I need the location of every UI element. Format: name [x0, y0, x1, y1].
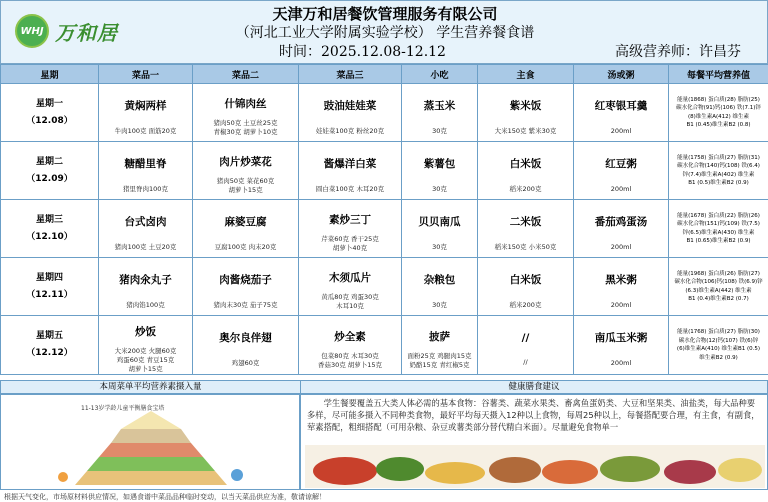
- col-header: 每餐平均营养值: [669, 65, 768, 84]
- dish-cell: [99, 316, 193, 375]
- dish-cell: [574, 142, 669, 200]
- dish-ingredients: 木耳10克: [336, 302, 364, 310]
- weekday-label: 星期五: [35, 331, 63, 341]
- weekday-label: 星期三: [35, 214, 63, 225]
- dish-name: 台式卤肉: [124, 215, 167, 228]
- nutrition-line: 碳水化合物(106)钙(108) 铁(6.9)锌: [674, 279, 763, 285]
- corn-icon: [718, 458, 762, 482]
- dish-cell: [478, 258, 574, 316]
- dish-name: 炒全素: [334, 330, 366, 343]
- nutrition-cell: [669, 200, 768, 258]
- day-cell: [1, 316, 99, 375]
- dish-name: 白米饭: [509, 273, 542, 286]
- diet-advice-panel: [300, 394, 768, 490]
- nutrition-cell: [669, 258, 768, 316]
- dish-ingredients: 黄瓜80克 鸡蛋30克: [321, 293, 379, 301]
- date-range: 时间：2025.12.08-12.12: [279, 44, 446, 60]
- nutrition-line: 维生素B2 (0.9): [699, 354, 738, 361]
- nutrition-line: B1 (0.5)维生素B2 (0.9): [688, 180, 749, 186]
- dish-name: 木须瓜片: [329, 272, 371, 284]
- dish-cell: [574, 258, 669, 316]
- dish-name: 南瓜玉米粥: [594, 332, 648, 344]
- nut-icon: [489, 457, 541, 483]
- table-row: [1, 200, 768, 258]
- day-cell: [1, 258, 99, 316]
- dish-ingredients: 包菜80克 木耳30克: [321, 351, 379, 360]
- dish-ingredients: 猪肉50克 土豆丝25克: [213, 119, 278, 127]
- dish-ingredients: 牛肉100克 面筋20克: [114, 126, 177, 135]
- nutrition-line: B1 (0.45)维生素B2 (0.8): [686, 122, 751, 128]
- dish-ingredients: 200ml: [610, 242, 632, 251]
- dish-cell: [99, 258, 193, 316]
- dish-ingredients: 猪肉100克 土豆20克: [114, 242, 177, 251]
- dish-cell: [299, 84, 402, 142]
- nutrition-line: 锌(7.4)维生素A(402) 维生素: [682, 171, 755, 178]
- table-row: [1, 142, 768, 200]
- nutrition-line: B1 (0.4)维生素B2 (0.7): [688, 296, 749, 302]
- dish-ingredients: 胡萝卜15克: [128, 365, 163, 373]
- dish-cell: [478, 316, 574, 375]
- table-row: [1, 258, 768, 316]
- dish-name: 番茄鸡蛋汤: [594, 215, 648, 228]
- date-label: （12.11）: [26, 289, 73, 300]
- nutrition-cell: [669, 142, 768, 200]
- nutrition-line: 能量(1758) 蛋白质(27) 脂肪(31): [677, 154, 760, 161]
- pyramid-tier-oil: [121, 411, 181, 429]
- dish-ingredients: 200ml: [610, 300, 632, 309]
- dish-name: 紫薯包: [423, 157, 456, 170]
- dish-name: 杂粮包: [423, 273, 456, 286]
- dish-name: 素炒三丁: [329, 214, 371, 226]
- dish-name: 肉片炒菜花: [219, 156, 272, 168]
- dish-cell: [99, 200, 193, 258]
- nutrition-line: B1 (0.65)维生素B2 (0.9): [686, 238, 751, 244]
- nutrition-line: 碳水化合物(12)钙(107) 铁(6)锌: [678, 337, 759, 344]
- date-label: （12.09）: [26, 173, 73, 184]
- logo-text: 万和居: [55, 20, 118, 45]
- col-header: 主食: [478, 65, 574, 84]
- logo-mark: WHJ: [15, 14, 49, 48]
- nutrition-line: 能量(1968) 蛋白质(26) 脂肪(27): [677, 270, 760, 277]
- dish-ingredients: 大米200克 火腿60克: [114, 347, 177, 355]
- dish-ingredients: 青椒30克 胡萝卜10克: [213, 128, 278, 136]
- dish-name: 二米饭: [509, 215, 542, 228]
- dish-ingredients: 香菇30克 胡萝卜15克: [317, 360, 383, 369]
- col-header: 星期: [1, 65, 99, 84]
- page-header: [0, 0, 768, 64]
- dish-name: 蒸玉米: [423, 99, 456, 112]
- dish-ingredients: 30克: [432, 126, 447, 135]
- herb-icon: [600, 456, 660, 482]
- col-header: 菜品三: [299, 65, 402, 84]
- company-name: 天津万和居餐饮管理服务有限公司: [272, 5, 498, 23]
- nutritionist-label: 高级营养师：许昌芬: [615, 44, 741, 60]
- dish-cell: [99, 142, 193, 200]
- dish-name: 黄焖两样: [124, 99, 167, 112]
- dish-ingredients: 芹菜60克 香干25克: [321, 235, 379, 243]
- diet-advice-text: 学生餐要覆盖五大类人体必需的基本食物：谷薯类、蔬菜水果类、畜禽鱼蛋奶类、大豆和坚果类、油盐类，每大品种要多样，尽可能多摄入不同种类食物，最好平均每天摄入12种以上食物，每周25种以上，每餐搭配要合理，有主食，有副食，荤素搭配，粗细搭配（可用杂粮、杂豆或薯类部分替代精白米面）。尽量避免食物单一: [307, 398, 760, 432]
- dish-ingredients: 30克: [432, 184, 447, 193]
- nutrition-line: 能量(1868) 蛋白质(28) 脂肪(25): [677, 96, 760, 103]
- dish-ingredients: 200ml: [610, 126, 632, 135]
- dish-name: 炒饭: [135, 326, 156, 338]
- dish-cell: [99, 84, 193, 142]
- dish-cell: [402, 200, 478, 258]
- weekday-label: 星期二: [35, 156, 63, 167]
- pyramid-tier-vegetable: [87, 457, 215, 471]
- col-header: 汤或粥: [574, 65, 669, 84]
- dish-name: //: [521, 331, 530, 344]
- dish-ingredients: 30克: [432, 300, 447, 309]
- nutrition-cell: [669, 84, 768, 142]
- pyramid-tier-grain: [75, 471, 227, 485]
- dish-ingredients: 稻米200克: [509, 184, 542, 193]
- dish-cell: [478, 200, 574, 258]
- table-header-row: [1, 65, 768, 84]
- dish-name: 猪肉氽丸子: [119, 273, 172, 286]
- nutrition-line: 能量(1678) 蛋白质(22) 脂肪(26): [677, 212, 760, 219]
- footer-title-bar: [0, 380, 768, 394]
- dish-ingredients: 奶酪15克 青红椒5克: [409, 360, 470, 369]
- dish-ingredients: 鸡蛋60克 青豆15克: [116, 356, 175, 364]
- nutrition-line: 碳水化合物(140)钙(108) 铁(6.4): [677, 163, 760, 169]
- day-cell: [1, 142, 99, 200]
- dish-ingredients: 鸡翅60克: [231, 359, 260, 367]
- nutrition-line: (6.3)维生素A(442) 维生素: [685, 287, 752, 294]
- weekday-label: 星期四: [35, 272, 63, 283]
- dish-cell: [193, 258, 299, 316]
- col-header: 菜品二: [193, 65, 299, 84]
- food-image: [305, 445, 765, 488]
- dish-ingredients: 猪里脊肉100克: [123, 184, 168, 193]
- dish-ingredients: 稻米150克 小米50克: [494, 242, 557, 251]
- pyramid-tier-dairy: [111, 429, 191, 443]
- dish-name: 麻婆豆腐: [224, 215, 267, 228]
- dish-ingredients: 30克: [432, 242, 447, 251]
- dish-ingredients: 200ml: [610, 359, 632, 367]
- nutrition-line: 碳水化合物(91)钙(106) 铁(7.1)锌: [676, 105, 761, 111]
- vegetable-icon: [376, 457, 424, 481]
- nutrition-line: 锌(6.5)维生素A(430) 维生素: [682, 229, 755, 236]
- dish-ingredients: 200ml: [610, 184, 632, 193]
- dish-name: 披萨: [429, 330, 450, 343]
- table-row: [1, 84, 768, 142]
- berry-icon: [664, 460, 716, 484]
- day-cell: [1, 84, 99, 142]
- dish-name: 肉酱烧茄子: [219, 273, 272, 286]
- dish-cell: [193, 316, 299, 375]
- pyramid-title: 11-13岁学龄儿童平衡膳食宝塔: [81, 405, 165, 412]
- dish-cell: [299, 200, 402, 258]
- nutrition-line: 碳水化合物(151)钙(109) 铁(7.5): [677, 221, 760, 227]
- dish-cell: [574, 84, 669, 142]
- dish-name: 红豆粥: [605, 157, 637, 170]
- dish-ingredients: 胡萝卜15克: [228, 186, 263, 194]
- dish-cell: [478, 84, 574, 142]
- dish-ingredients: 豆腐100克 肉末20克: [214, 242, 277, 251]
- dish-cell: [299, 258, 402, 316]
- date-label: （12.10）: [26, 231, 73, 242]
- nutrition-line: (6)维生素A(410) 维生素B1 (0.5): [676, 346, 761, 352]
- footer-note: 根据天气变化，市场原材料供应情况，如遇食谱中菜品品种临时变动，以当天菜品供应为准，敬请谅解！: [4, 493, 326, 501]
- dish-name: 红枣银耳羹: [594, 99, 648, 112]
- nutrient-intake-title: 本周菜单平均营养素摄入量: [1, 381, 301, 393]
- dish-cell: [402, 142, 478, 200]
- table-row: [1, 316, 768, 375]
- dish-cell: [193, 84, 299, 142]
- dish-cell: [402, 84, 478, 142]
- nutrition-cell: [669, 316, 768, 375]
- dish-name: 豉油娃娃菜: [323, 99, 377, 112]
- dish-name: 紫米饭: [509, 99, 542, 112]
- dish-ingredients: //: [523, 357, 528, 366]
- dish-ingredients: 大米150克 紫米30克: [494, 126, 557, 135]
- dish-cell: [574, 316, 669, 375]
- dish-name: 什锦肉丝: [224, 98, 267, 110]
- grain-icon: [425, 462, 485, 484]
- day-cell: [1, 200, 99, 258]
- dish-cell: [193, 142, 299, 200]
- menu-table: [0, 64, 768, 375]
- dish-name: 糖醋里脊: [124, 157, 167, 170]
- dish-cell: [193, 200, 299, 258]
- dish-cell: [402, 258, 478, 316]
- dish-name: 白米饭: [509, 157, 542, 170]
- dish-ingredients: 圆白菜100克 木耳20克: [315, 184, 385, 193]
- tomato-icon: [313, 457, 377, 485]
- dish-ingredients: 胡萝卜40克: [332, 244, 368, 252]
- dish-ingredients: 猪肉馅100克: [126, 300, 165, 309]
- dish-cell: [574, 200, 669, 258]
- dish-cell: [478, 142, 574, 200]
- date-label: （12.08）: [26, 115, 73, 126]
- dish-name: 奥尔良伴翅: [219, 332, 272, 344]
- menu-title: （河北工业大学附属实验学校） 学生营养餐食谱: [235, 25, 535, 41]
- dish-ingredients: 稻米200克: [509, 300, 542, 309]
- pyramid-tier-meat: [99, 443, 203, 457]
- nutrition-line: (8)维生素A(412) 维生素: [687, 113, 750, 120]
- col-header: 菜品一: [99, 65, 193, 84]
- food-pyramid-panel: [0, 394, 300, 490]
- dish-ingredients: 娃娃菜100克 粉丝20克: [315, 126, 385, 135]
- dish-cell: [299, 316, 402, 375]
- dish-ingredients: 猪肉末30克 茄子75克: [213, 300, 278, 309]
- water-icon: [231, 469, 243, 481]
- nutrition-line: 能量(1768) 蛋白质(27) 脂肪(30): [677, 329, 760, 335]
- dish-name: 黑米粥: [605, 273, 637, 286]
- carrot-icon: [542, 460, 598, 484]
- activity-icon: [58, 472, 68, 482]
- dish-cell: [402, 316, 478, 375]
- healthy-diet-title: 健康膳食建议: [508, 382, 560, 392]
- dish-name: 酱爆洋白菜: [323, 157, 377, 170]
- dish-name: 贝贝南瓜: [418, 215, 461, 228]
- dish-ingredients: 猪肉50克 菜花60克: [216, 177, 275, 185]
- weekday-label: 星期一: [35, 98, 63, 109]
- dish-cell: [299, 142, 402, 200]
- date-label: （12.12）: [26, 348, 73, 358]
- dish-ingredients: 面粉25克 鸡腿肉15克: [407, 351, 472, 360]
- col-header: 小吃: [402, 65, 478, 84]
